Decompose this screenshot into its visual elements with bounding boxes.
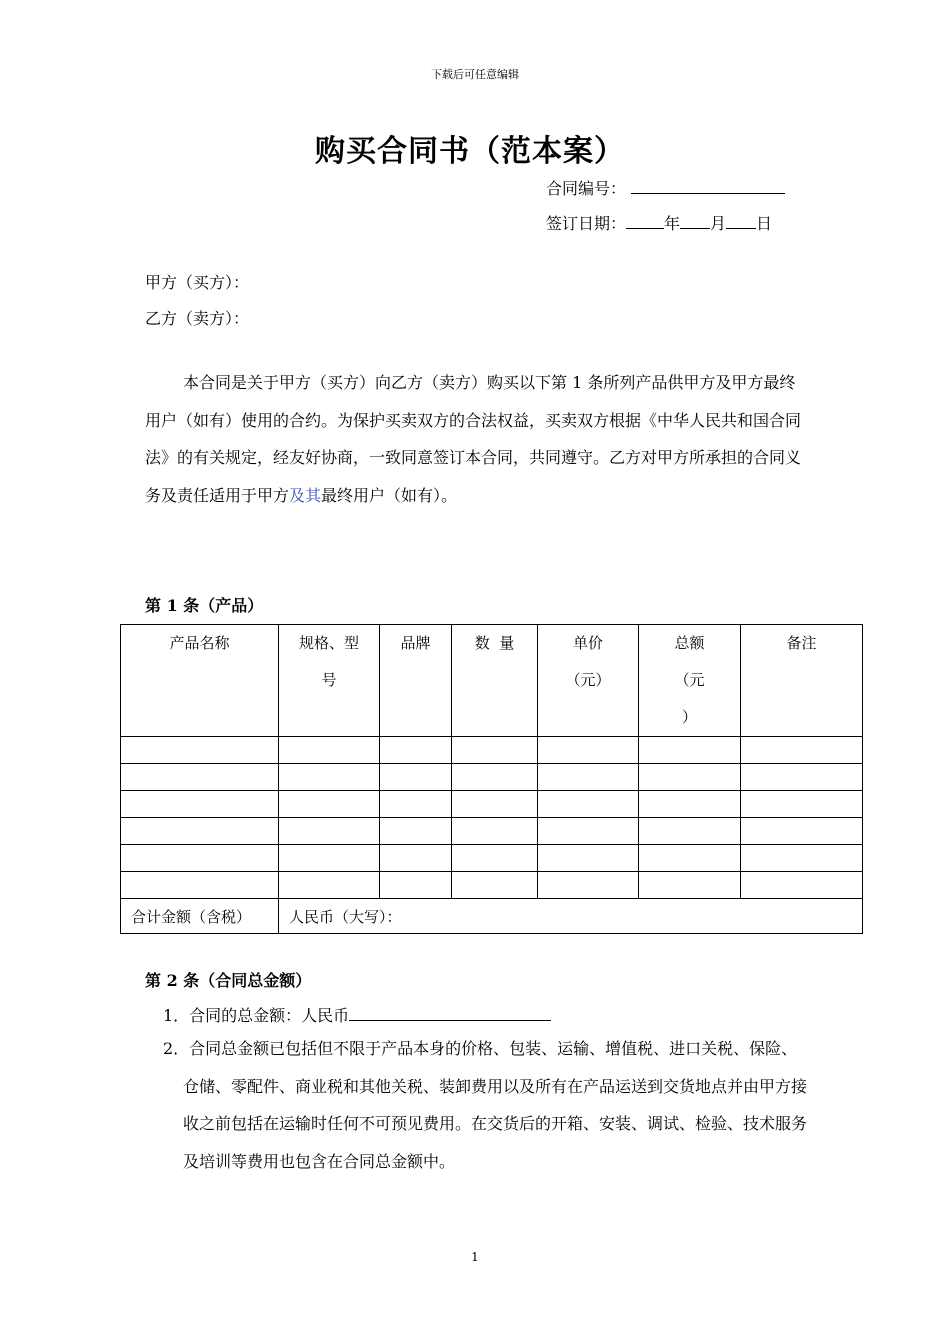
table-row xyxy=(121,845,863,872)
intro-link[interactable]: 及其 xyxy=(289,485,322,505)
table-cell[interactable] xyxy=(279,818,380,845)
sign-month-field[interactable] xyxy=(680,212,710,229)
table-row xyxy=(121,737,863,764)
sign-year-field[interactable] xyxy=(626,212,664,229)
page-title: 购买合同书（范本案） xyxy=(315,134,625,169)
table-row xyxy=(121,872,863,899)
table-cell[interactable] xyxy=(121,818,279,845)
table-cell[interactable] xyxy=(452,818,538,845)
total-amount-field[interactable] xyxy=(349,1004,551,1021)
contract-number-field[interactable] xyxy=(631,177,785,194)
intro-text: 本合同是关于甲方（买方）向乙方（卖方）购买以下第 1 条所列产品供甲方及甲方最终用户（如有）使用的合约。为保护买卖双方的合法权益，买卖双方根据《中华人民共和国合同法》的有关规定，经友好协商，一致同意签订本合同，共同遵守。乙方对甲方所承担的合同义务及责任适用于甲方 xyxy=(145,373,802,505)
clause-2-1 xyxy=(163,1003,551,1026)
table-cell[interactable] xyxy=(380,791,452,818)
sign-date-row xyxy=(546,211,772,234)
column-header-brand: 品牌 xyxy=(380,625,452,737)
table-total-row xyxy=(121,899,863,934)
table-cell[interactable] xyxy=(380,737,452,764)
table-cell[interactable] xyxy=(121,845,279,872)
section-2-title: 第 2 条（合同总金额） xyxy=(145,971,312,990)
intro-text-end: 最终用户（如有）。 xyxy=(321,485,458,505)
table-cell[interactable] xyxy=(279,764,380,791)
table-row xyxy=(121,764,863,791)
contract-number-label: 合同编号： xyxy=(546,179,627,198)
table-cell[interactable] xyxy=(121,872,279,899)
table-cell[interactable] xyxy=(121,791,279,818)
table-cell[interactable] xyxy=(741,845,863,872)
clause-2-1-text: 1．合同的总金额：人民币 xyxy=(163,1006,350,1025)
table-cell[interactable] xyxy=(121,764,279,791)
table-cell[interactable] xyxy=(741,818,863,845)
table-cell[interactable] xyxy=(380,872,452,899)
table-cell[interactable] xyxy=(639,845,741,872)
table-cell[interactable] xyxy=(538,791,639,818)
table-row xyxy=(121,791,863,818)
sign-date-label: 签订日期： xyxy=(546,214,627,233)
table-cell[interactable] xyxy=(741,737,863,764)
table-cell[interactable] xyxy=(452,737,538,764)
table-header-row xyxy=(121,625,863,737)
table-cell[interactable] xyxy=(380,764,452,791)
table-cell[interactable] xyxy=(639,818,741,845)
section-1-title: 第 1 条（产品） xyxy=(145,596,264,615)
table-cell[interactable] xyxy=(380,818,452,845)
table-cell[interactable] xyxy=(538,764,639,791)
table-cell[interactable] xyxy=(639,737,741,764)
party-a-label: 甲方（买方）： xyxy=(145,273,250,292)
year-label: 年 xyxy=(664,214,681,233)
day-label: 日 xyxy=(756,214,773,233)
total-label: 合计金额（含税） xyxy=(121,899,279,934)
table-cell[interactable] xyxy=(452,872,538,899)
product-table xyxy=(120,624,863,934)
table-cell[interactable] xyxy=(121,737,279,764)
page-number: 1 xyxy=(471,1250,479,1264)
table-cell[interactable] xyxy=(279,872,380,899)
table-cell[interactable] xyxy=(452,845,538,872)
table-cell[interactable] xyxy=(380,845,452,872)
party-b-label: 乙方（卖方）： xyxy=(145,309,250,328)
column-header-spec-model: 规格、型 号 xyxy=(279,625,380,737)
table-cell[interactable] xyxy=(639,791,741,818)
column-header-remarks: 备注 xyxy=(741,625,863,737)
table-cell[interactable] xyxy=(538,845,639,872)
table-cell[interactable] xyxy=(452,764,538,791)
table-cell[interactable] xyxy=(538,872,639,899)
column-header-unit-price: 单价 （元） xyxy=(538,625,639,737)
table-cell[interactable] xyxy=(538,737,639,764)
clause-2-2-text: 2．合同总金额已包括但不限于产品本身的价格、包装、运输、增值税、进口关税、保险、仓储、零配件、商业税和其他关税、装卸费用以及所有在产品运送到交货地点并由甲方接收之前包括在运输时任何不可预见费用。在交货后的开箱、安装、调试、检验、技术服务及培训等费用也包含在合同总金额中。 xyxy=(163,1039,808,1171)
month-label: 月 xyxy=(710,214,727,233)
contract-number-row xyxy=(546,176,785,199)
table-cell[interactable] xyxy=(639,872,741,899)
table-cell[interactable] xyxy=(741,791,863,818)
column-header-quantity: 数 量 xyxy=(452,625,538,737)
table-cell[interactable] xyxy=(279,737,380,764)
table-cell[interactable] xyxy=(452,791,538,818)
sign-day-field[interactable] xyxy=(726,212,756,229)
table-cell[interactable] xyxy=(279,791,380,818)
table-cell[interactable] xyxy=(279,845,380,872)
table-cell[interactable] xyxy=(639,764,741,791)
clause-2-2 xyxy=(163,1030,813,1180)
table-cell[interactable] xyxy=(741,764,863,791)
intro-paragraph xyxy=(145,364,810,514)
table-cell[interactable] xyxy=(538,818,639,845)
total-value-field[interactable]: 人民币（大写）： xyxy=(279,899,863,934)
table-row xyxy=(121,818,863,845)
column-header-product-name: 产品名称 xyxy=(121,625,279,737)
column-header-total: 总额 （元 ） xyxy=(639,625,741,737)
table-cell[interactable] xyxy=(741,872,863,899)
header-note: 下载后可任意编辑 xyxy=(431,68,519,81)
